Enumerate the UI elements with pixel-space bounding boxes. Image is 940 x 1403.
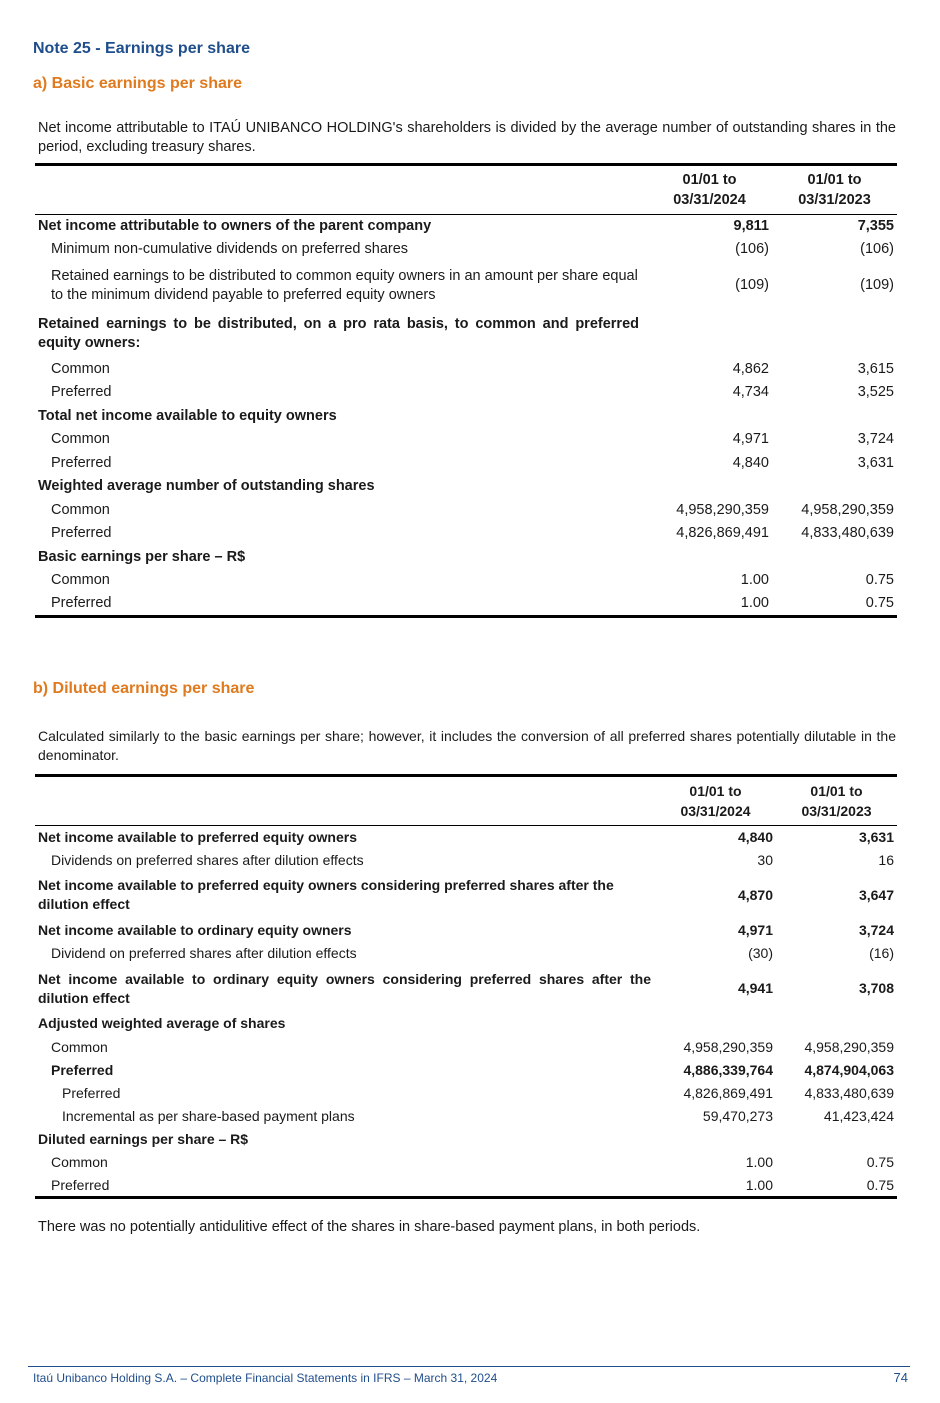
footer-divider xyxy=(28,1366,910,1367)
row-label: Basic earnings per share – R$ xyxy=(38,548,246,565)
basic-eps-table xyxy=(35,163,897,618)
row-value-2024: 1.00 xyxy=(740,572,769,589)
row-value-2024: 4,958,290,359 xyxy=(683,1038,773,1055)
row-value-2024: 4,941 xyxy=(737,980,773,997)
page-number: 74 xyxy=(893,1370,908,1385)
row-value-2023: 3,631 xyxy=(857,454,894,471)
row-value-2023: 3,631 xyxy=(858,828,894,845)
row-label: Common xyxy=(51,572,110,589)
table-row xyxy=(35,262,897,310)
row-label: Common xyxy=(51,1038,108,1055)
row-label: Total net income available to equity owners xyxy=(38,407,337,424)
row-value-2023: 3,647 xyxy=(858,886,894,903)
table-row xyxy=(35,942,897,965)
note-title: Note 25 - Earnings per share xyxy=(33,40,250,57)
table-row xyxy=(35,405,897,429)
row-value-2024: 4,971 xyxy=(737,921,773,938)
row-value-2024: 4,826,869,491 xyxy=(683,1084,773,1101)
table-row xyxy=(35,1059,897,1082)
table-row xyxy=(35,1105,897,1128)
row-value-2023: 0.75 xyxy=(865,595,894,611)
row-value-2023: 3,615 xyxy=(857,360,894,377)
row-value-2024: 4,958,290,359 xyxy=(676,501,769,518)
row-label: Incremental as per share-based payment plans xyxy=(62,1108,355,1125)
table-row xyxy=(35,238,897,262)
header-col-2023: 01/01 to 03/31/2023 xyxy=(801,783,872,819)
closing-note: There was no potentially antidulitive effect of the shares in share-based payment plans, in both periods. xyxy=(38,1219,701,1235)
row-value-2024: (106) xyxy=(735,241,769,258)
row-value-2024: 9,811 xyxy=(733,218,769,234)
table-row xyxy=(35,358,897,382)
row-value-2024: (109) xyxy=(735,277,769,293)
row-value-2023: (16) xyxy=(869,945,894,962)
row-value-2024: 4,840 xyxy=(732,454,769,471)
row-label: Net income attributable to owners of the parent company xyxy=(38,218,432,234)
row-value-2024: 4,840 xyxy=(737,828,773,845)
table-row xyxy=(35,475,897,499)
table-row xyxy=(35,522,897,546)
table-row xyxy=(35,381,897,405)
section-a-title: a) Basic earnings per share xyxy=(33,75,242,92)
row-value-2023: 4,958,290,359 xyxy=(804,1038,894,1055)
row-label: Dividends on preferred shares after dilution effects xyxy=(51,851,364,868)
table-row xyxy=(35,452,897,476)
row-value-2023: 4,958,290,359 xyxy=(801,501,894,518)
row-label: Common xyxy=(51,501,110,518)
row-label: Preferred xyxy=(51,1176,110,1193)
row-value-2023: 0.75 xyxy=(865,572,894,589)
table-row xyxy=(35,919,897,942)
row-label: Common xyxy=(51,1154,108,1171)
header-blank xyxy=(35,165,647,215)
header-col-2024: 01/01 to 03/31/2024 xyxy=(680,783,751,819)
row-label: Dividend on preferred shares after dilution effects xyxy=(51,945,357,962)
row-label: Minimum non-cumulative dividends on preferred shares xyxy=(51,241,409,258)
row-label: Retained earnings to be distributed to common equity owners in an amount per share equal to the minimum dividend payable to preferred equity owners xyxy=(51,267,638,303)
row-label: Diluted earnings per share – R$ xyxy=(38,1131,249,1148)
row-label: Preferred xyxy=(51,384,112,401)
table-row xyxy=(35,593,897,617)
table-row xyxy=(35,569,897,593)
table-row xyxy=(35,849,897,872)
section-a-intro: Net income attributable to ITAÚ UNIBANCO HOLDING's shareholders is divided by the average number of outstanding shares in the period, excluding treasury shares. xyxy=(38,120,896,155)
row-value-2023: 0.75 xyxy=(866,1154,894,1171)
row-label: Common xyxy=(51,431,110,448)
table-row xyxy=(35,1035,897,1058)
row-value-2023: 4,874,904,063 xyxy=(804,1061,894,1078)
table-row xyxy=(35,310,897,358)
table-row xyxy=(35,499,897,523)
row-label: Preferred xyxy=(51,595,112,611)
row-label: Net income available to ordinary equity owners xyxy=(38,921,352,938)
row-label: Weighted average number of outstanding shares xyxy=(38,478,375,495)
row-label: Preferred xyxy=(51,454,112,471)
row-value-2024: 4,826,869,491 xyxy=(676,525,769,542)
row-value-2024: 1.00 xyxy=(740,595,769,611)
row-value-2023: 0.75 xyxy=(866,1176,894,1193)
row-label: Net income available to preferred equity owners considering preferred shares after the dilution effect xyxy=(38,877,614,913)
table-row xyxy=(35,826,897,849)
row-value-2024: 4,862 xyxy=(732,360,769,377)
row-value-2023: 41,423,424 xyxy=(823,1108,894,1125)
row-value-2024: 4,971 xyxy=(732,431,769,448)
row-value-2024: 1.00 xyxy=(745,1154,773,1171)
row-value-2024: 59,470,273 xyxy=(702,1108,773,1125)
row-value-2023: 3,708 xyxy=(858,980,894,997)
row-value-2023: (106) xyxy=(860,241,894,258)
row-value-2024: (30) xyxy=(748,945,773,962)
row-label: Common xyxy=(51,360,110,377)
row-label: Net income available to preferred equity owners xyxy=(38,828,357,845)
row-value-2023: 4,833,480,639 xyxy=(804,1084,894,1101)
row-value-2024: 4,734 xyxy=(732,384,769,401)
table-header-row xyxy=(35,776,897,826)
section-b-title: b) Diluted earnings per share xyxy=(33,680,255,697)
row-value-2023: 3,525 xyxy=(857,384,894,401)
row-value-2023: 4,833,480,639 xyxy=(801,525,894,542)
table-row xyxy=(35,1175,897,1198)
footer-text: Itaú Unibanco Holding S.A. – Complete Financial Statements in IFRS – March 31, 2024 xyxy=(33,1371,498,1385)
table-row xyxy=(35,965,897,1012)
row-value-2023: 3,724 xyxy=(857,431,894,448)
table-row xyxy=(35,215,897,239)
row-value-2024: 4,886,339,764 xyxy=(683,1061,773,1078)
row-label: Net income available to ordinary equity owners considering preferred shares after the dilution effect xyxy=(38,970,651,1006)
header-col-2023: 01/01 to 03/31/2023 xyxy=(798,172,871,208)
table-row xyxy=(35,546,897,570)
table-row xyxy=(35,1012,897,1035)
table-row xyxy=(35,1151,897,1174)
row-value-2023: 3,724 xyxy=(858,921,894,938)
row-value-2024: 1.00 xyxy=(745,1176,773,1193)
row-value-2024: 4,870 xyxy=(737,886,773,903)
row-value-2024: 30 xyxy=(757,851,773,868)
diluted-eps-table xyxy=(35,774,897,1199)
row-label: Adjusted weighted average of shares xyxy=(38,1015,286,1032)
row-value-2023: 16 xyxy=(878,851,894,868)
table-row xyxy=(35,1128,897,1151)
row-label: Preferred xyxy=(62,1084,121,1101)
table-header-row xyxy=(35,165,897,215)
row-value-2023: (109) xyxy=(860,277,894,293)
table-row xyxy=(35,872,897,919)
header-blank xyxy=(35,776,655,826)
row-label: Retained earnings to be distributed, on a pro rata basis, to common and preferred equity owners: xyxy=(38,315,639,351)
table-row xyxy=(35,1082,897,1105)
table-row xyxy=(35,428,897,452)
row-label: Preferred xyxy=(51,525,112,542)
row-value-2023: 7,355 xyxy=(857,218,894,234)
section-b-intro: Calculated similarly to the basic earnings per share; however, it includes the conversion of all preferred shares potentially dilutable in the denominator. xyxy=(38,728,896,763)
header-col-2024: 01/01 to 03/31/2024 xyxy=(673,172,746,208)
row-label: Preferred xyxy=(51,1061,114,1078)
